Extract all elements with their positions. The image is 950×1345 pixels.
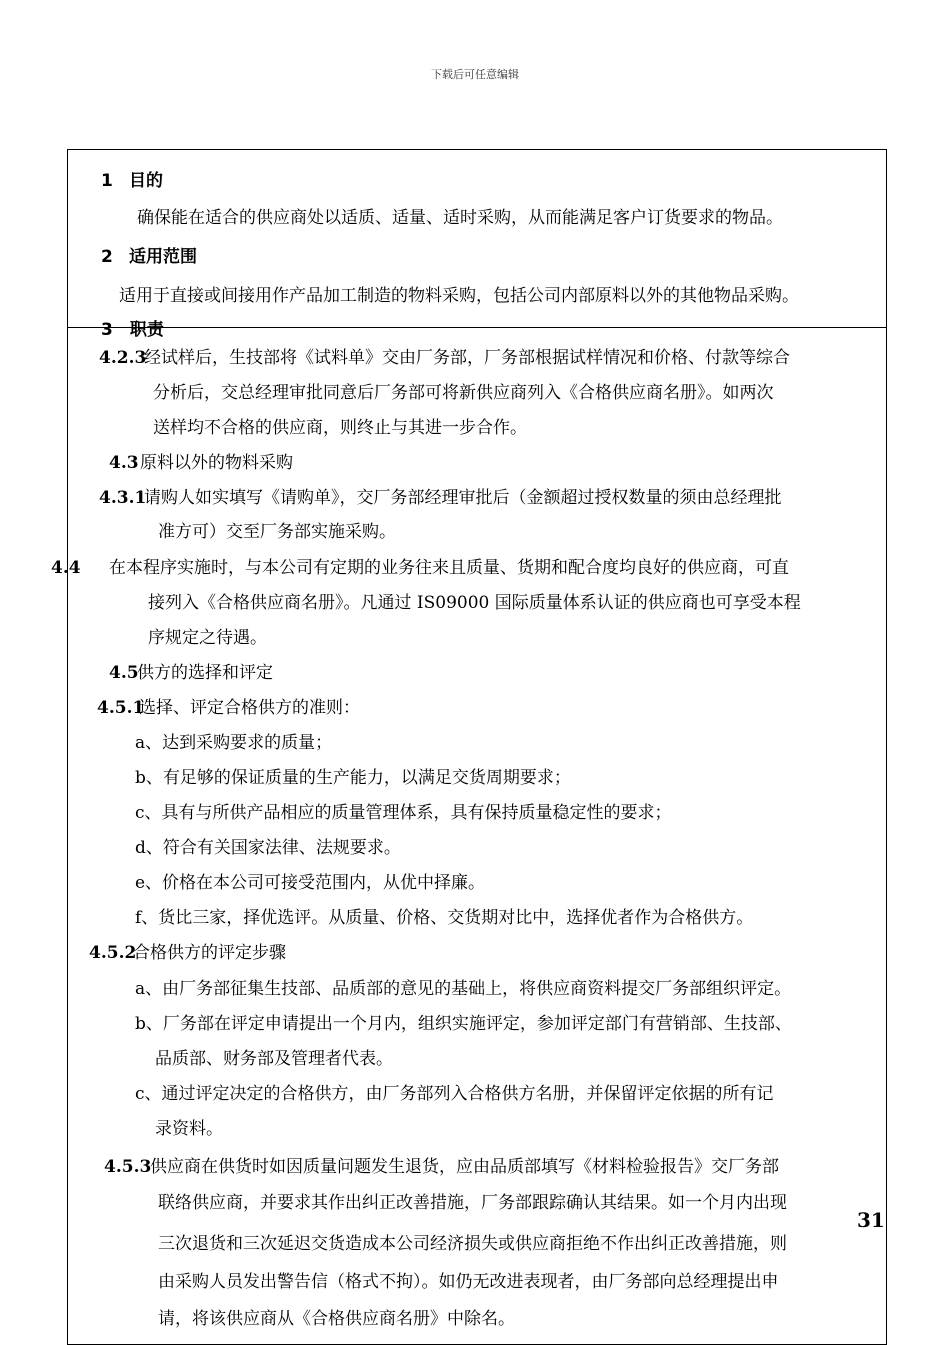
clause-4-5-3-line-4: 由采购人员发出警告信（格式不拘）。如仍无改进表现者，由厂务部向总经理提出申 xyxy=(158,1272,779,1292)
clause-4-4-line-3: 序规定之待遇。 xyxy=(148,628,267,648)
clause-4-4-number: 4.4 xyxy=(51,558,81,578)
clause-4-5-2-number: 4.5.2 xyxy=(89,943,137,963)
step-c-line-1: c、通过评定决定的合格供方，由厂务部列入合格供方名册，并保留评定依据的所有记 xyxy=(135,1084,774,1104)
clause-4-5-3-line-1: 供应商在供货时如因质量问题发生退货，应由品质部填写《材料检验报告》交厂务部 xyxy=(150,1157,779,1177)
section-1-number: 1 xyxy=(101,171,113,191)
clause-4-5-3-line-5: 请，将该供应商从《合格供应商名册》中除名。 xyxy=(158,1309,515,1329)
clause-4-4-line-2: 接列入《合格供应商名册》。凡通过 IS09000 国际质量体系认证的供应商也可享受本程 xyxy=(148,593,801,613)
criterion-c: c、具有与所供产品相应的质量管理体系，具有保持质量稳定性的要求； xyxy=(135,803,672,823)
page-number: 31 xyxy=(857,1208,885,1232)
criterion-d: d、符合有关国家法律、法规要求。 xyxy=(135,838,401,858)
section-3-cut-heading: 3 职责 xyxy=(101,320,164,340)
clause-4-3-1-line-2: 准方可）交至厂务部实施采购。 xyxy=(158,522,396,542)
clause-4-3-1-number: 4.3.1 xyxy=(99,488,147,508)
clause-4-3-number: 4.3 xyxy=(109,453,139,473)
clause-4-2-3-number: 4.2.3 xyxy=(99,348,147,368)
clause-4-3-title: 原料以外的物料采购 xyxy=(140,453,293,473)
clause-4-5-3-line-3: 三次退货和三次延迟交货造成本公司经济损失或供应商拒绝不作出纠正改善措施，则 xyxy=(158,1234,787,1254)
clause-4-5-1-title: 选择、评定合格供方的准则： xyxy=(139,698,360,718)
step-b-line-1: b、厂务部在评定申请提出一个月内，组织实施评定，参加评定部门有营销部、生技部、 xyxy=(135,1014,792,1034)
section-1-title: 目的 xyxy=(129,171,163,191)
clause-4-5-3-line-2: 联络供应商，并要求其作出纠正改善措施，厂务部跟踪确认其结果。如一个月内出现 xyxy=(158,1193,787,1213)
criterion-f: f、货比三家，择优选评。从质量、价格、交货期对比中，选择优者作为合格供方。 xyxy=(135,908,754,928)
header-note: 下载后可任意编辑 xyxy=(431,68,519,81)
clause-4-5-1-number: 4.5.1 xyxy=(97,698,145,718)
clause-4-4-line-1: 在本程序实施时，与本公司有定期的业务往来且质量、货期和配合度均良好的供应商，可直 xyxy=(109,558,789,578)
section-2-title: 适用范围 xyxy=(129,247,197,267)
step-b-line-2: 品质部、财务部及管理者代表。 xyxy=(155,1049,393,1069)
step-a: a、由厂务部征集生技部、品质部的意见的基础上，将供应商资料提交厂务部组织评定。 xyxy=(135,979,792,999)
criterion-e: e、价格在本公司可接受范围内，从优中择廉。 xyxy=(135,873,486,893)
section-2-text: 适用于直接或间接用作产品加工制造的物料采购，包括公司内部原料以外的其他物品采购。 xyxy=(119,286,799,306)
clause-4-5-2-title: 合格供方的评定步骤 xyxy=(133,943,286,963)
clause-4-5-3-number: 4.5.3 xyxy=(104,1157,152,1177)
criterion-a: a、达到采购要求的质量； xyxy=(135,733,333,753)
clause-4-2-3-line-1: 经试样后，生技部将《试料单》交由厂务部，厂务部根据试样情况和价格、付款等综合 xyxy=(144,348,790,368)
clause-4-2-3-line-2: 分析后，交总经理审批同意后厂务部可将新供应商列入《合格供应商名册》。如两次 xyxy=(153,383,774,403)
clause-4-3-1-line-1: 请购人如实填写《请购单》，交厂务部经理审批后（金额超过授权数量的须由总经理批 xyxy=(144,488,782,508)
step-c-line-2: 录资料。 xyxy=(155,1119,223,1139)
criterion-b: b、有足够的保证质量的生产能力，以满足交货周期要求； xyxy=(135,768,571,788)
clause-4-5-title: 供方的选择和评定 xyxy=(137,663,273,683)
clause-4-2-3-line-3: 送样均不合格的供应商，则终止与其进一步合作。 xyxy=(153,418,527,438)
section-2-number: 2 xyxy=(101,247,113,267)
clause-4-5-number: 4.5 xyxy=(109,663,139,683)
section-1-text: 确保能在适合的供应商处以适质、适量、适时采购，从而能满足客户订货要求的物品。 xyxy=(137,208,783,228)
